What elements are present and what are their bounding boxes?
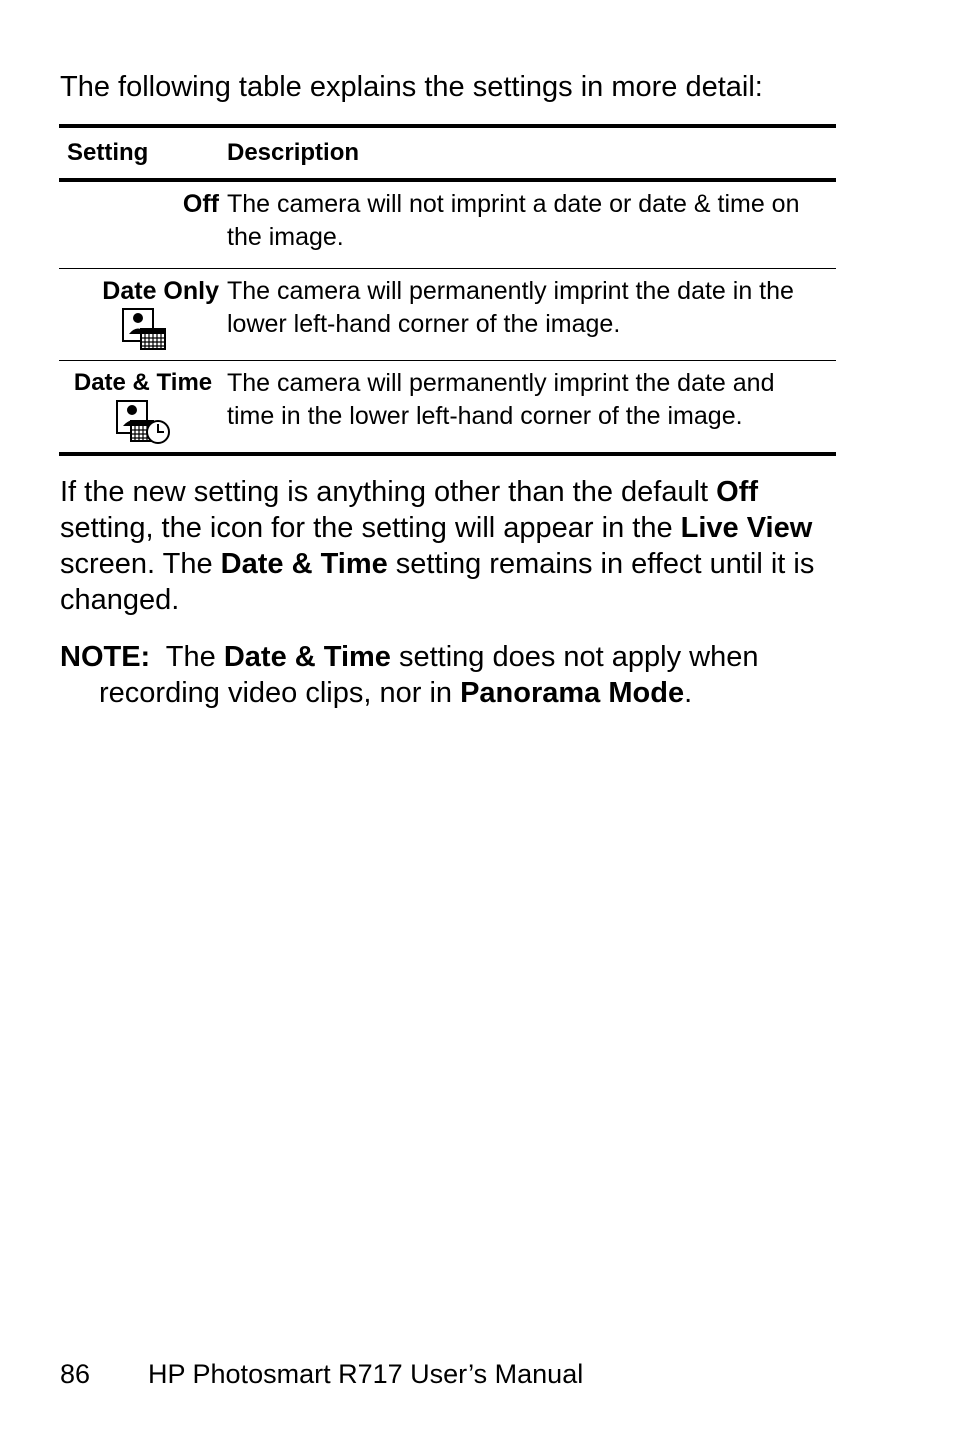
setting-cell xyxy=(59,275,227,360)
description-cell: The camera will permanently imprint the date in the lower left-hand corner of the image. xyxy=(227,277,794,338)
note-bold-date-time: Date & Time xyxy=(223,641,391,673)
paragraph-text: If the new setting is anything other than the default xyxy=(60,476,717,508)
header-description: Description xyxy=(227,139,360,166)
paragraph-text: screen. The xyxy=(60,548,221,580)
setting-off-label: Off xyxy=(182,190,219,218)
note-paragraph xyxy=(60,639,830,711)
description-cell: The camera will permanently imprint the date and time in the lower left-hand corner of the image. xyxy=(227,369,775,430)
note-text: recording video clips, nor in xyxy=(99,677,461,709)
setting-cell xyxy=(59,367,227,452)
paragraph-bold-live-view: Live View xyxy=(680,512,813,544)
note-text: The xyxy=(150,641,224,673)
table-header-row xyxy=(59,128,836,178)
header-setting: Setting xyxy=(67,139,149,166)
settings-table xyxy=(59,124,836,456)
table-row xyxy=(59,361,836,452)
paragraph-bold-date-time: Date & Time xyxy=(220,548,388,580)
page-footer xyxy=(60,1356,583,1392)
date-time-imprint-icon xyxy=(113,399,173,445)
paragraph-text: setting, the icon for the setting will appear in the xyxy=(60,512,681,544)
note-second-line xyxy=(60,675,830,711)
note-bold-panorama-mode: Panorama Mode xyxy=(460,677,685,709)
table-row xyxy=(59,269,836,360)
page-number: 86 xyxy=(60,1359,91,1389)
setting-date-time-label: Date & Time xyxy=(73,369,213,396)
intro-text: The following table explains the settings in more detail: xyxy=(60,71,763,103)
paragraph-bold-off: Off xyxy=(716,476,759,508)
setting-cell xyxy=(59,188,227,268)
manual-title: HP Photosmart R717 User’s Manual xyxy=(148,1359,584,1389)
note-text: setting does not apply when xyxy=(390,641,759,673)
setting-paragraph xyxy=(60,474,830,618)
table-row xyxy=(59,182,836,268)
date-imprint-icon xyxy=(121,307,169,353)
description-cell: The camera will not imprint a date or date & time on the image. xyxy=(227,190,800,251)
note-text: . xyxy=(684,677,693,709)
setting-date-only-label: Date Only xyxy=(102,277,219,305)
paragraph-text: setting remains in effect until it is changed. xyxy=(60,548,815,616)
note-label: NOTE: xyxy=(60,641,151,673)
